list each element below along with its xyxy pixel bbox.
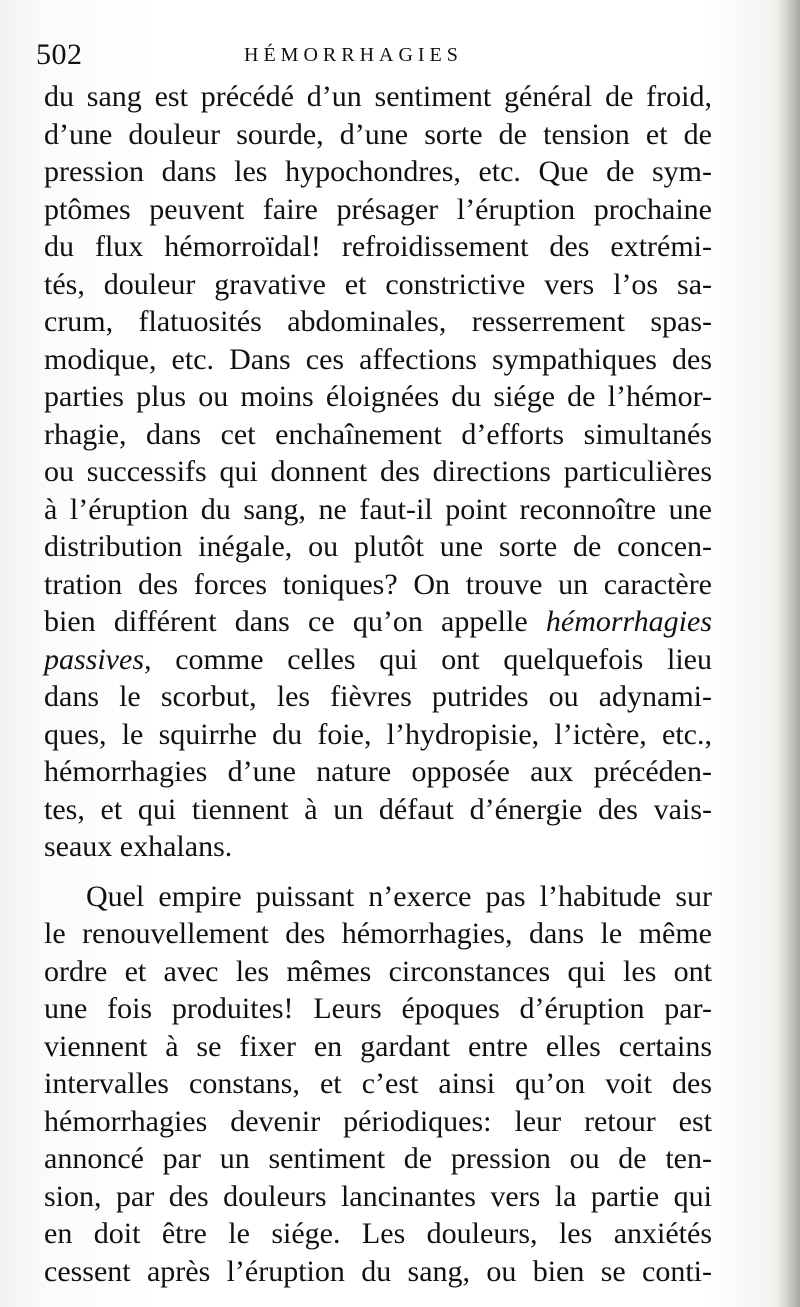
page-number: 502 [36, 38, 83, 71]
text-line: annoncé par un sentiment de pression ou de ten- [44, 1142, 712, 1175]
text-line: ou successifs qui donnent des directions particulières [44, 455, 712, 488]
text-line: seaux exhalans. [44, 830, 233, 863]
text-line: ques, le squirrhe du foie, l’hydropisie, l’ictère, etc., [44, 717, 712, 751]
text-line-with-italic [44, 641, 712, 679]
text-line: ptômes peuvent faire présager l’éruption prochaine [44, 192, 712, 226]
text-line: parties plus ou moins éloignées du siége de l’hémor- [44, 380, 712, 413]
text-fragment: bien différent dans ce qu’on appelle [44, 605, 528, 638]
text-line: intervalles constans, et c’est ainsi qu’on voit des [44, 1067, 712, 1100]
text-line: du flux hémorroïdal! refroidissement des extrémi- [44, 230, 712, 263]
text-line: tes, et qui tiennent à un défaut d’énergie des vais- [44, 792, 712, 826]
text-line: modique, etc. Dans ces affections sympathiques des [44, 342, 712, 376]
text-line: viennent à se fixer en gardant entre elles certains [44, 1029, 712, 1063]
text-line: sion, par des douleurs lancinantes vers la partie qui [44, 1179, 712, 1213]
text-line: hémorrhagies d’une nature opposée aux précéden- [44, 755, 712, 788]
text-line: rhagie, dans cet enchaînement d’efforts simultanés [44, 417, 712, 451]
text-line: en doit être le siége. Les douleurs, les anxiétés [44, 1217, 712, 1250]
text-line: tration des forces toniques? On trouve un caractère [44, 567, 712, 601]
paragraph-1 [44, 78, 712, 866]
body-text [44, 78, 712, 1290]
text-line: hémorrhagies devenir périodiques: leur retour est [44, 1104, 712, 1138]
text-fragment: comme celles qui ont quelquefois lieu [175, 642, 712, 676]
paragraph-gap [44, 866, 712, 878]
paragraph-2 [44, 878, 712, 1291]
italic-term: passives, [44, 642, 152, 676]
text-line: ordre et avec les mêmes circonstances qui les ont [44, 954, 712, 988]
text-line: dans le scorbut, les fièvres putrides ou adynami- [44, 680, 712, 713]
text-line: d’une douleur sourde, d’une sorte de tension et de [44, 117, 712, 151]
text-line-with-italic [44, 603, 712, 641]
text-line: à l’éruption du sang, ne faut-il point reconnoître une [44, 492, 712, 526]
page-edge-shadow [778, 0, 800, 1307]
text-line: Quel empire puissant n’exerce pas l’habitude sur [86, 879, 712, 913]
text-line: une fois produites! Leurs époques d’éruption par- [44, 992, 712, 1025]
page-header [36, 38, 746, 82]
text-line: cessent après l’éruption du sang, ou bien se conti- [44, 1254, 712, 1288]
text-line: tés, douleur gravative et constrictive vers l’os sa- [44, 267, 712, 301]
text-line: le renouvellement des hémorrhagies, dans le même [44, 917, 712, 950]
text-line: pression dans les hypochondres, etc. Que de sym- [44, 155, 712, 188]
italic-term: hémorrhagies [545, 605, 713, 638]
text-line: distribution inégale, ou plutôt une sorte de concen- [44, 530, 712, 563]
text-line: du sang est précédé d’un sentiment général de froid, [44, 80, 712, 113]
running-title: HÉMORRHAGIES [244, 44, 463, 66]
text-line: crum, flatuosités abdominales, resserrement spas- [44, 305, 712, 338]
